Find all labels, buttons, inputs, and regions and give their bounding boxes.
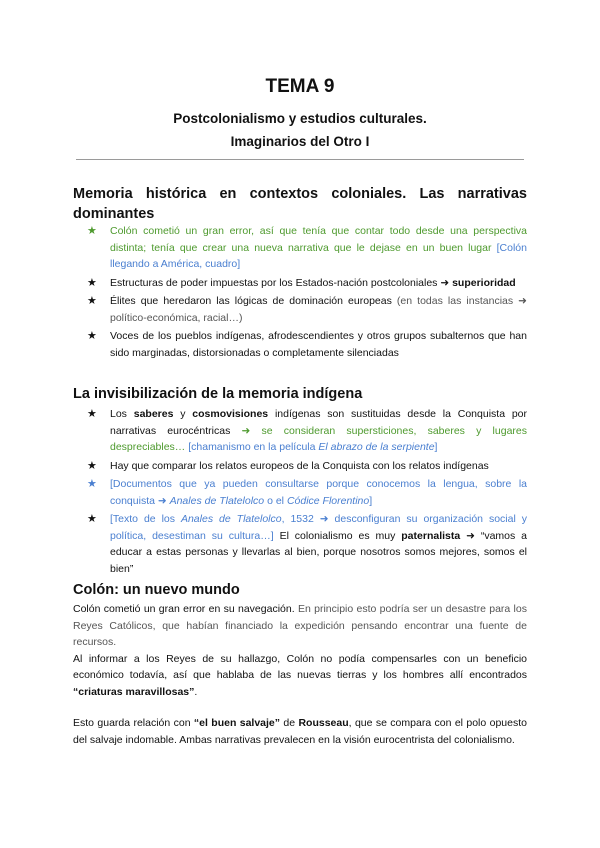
note-italic: El abrazo de la serpiente bbox=[318, 441, 435, 453]
star-bullet-icon: ★ bbox=[87, 225, 97, 237]
paragraph-text: , que se compara con el polo opuesto del salvaje indomable. Ambas narrativas prevalecen en la visión eurocentrista del colonialismo. bbox=[73, 717, 527, 746]
list-item-italic: Códice Florentino bbox=[286, 494, 370, 507]
star-bullet-icon: ★ bbox=[87, 459, 97, 472]
list-item bbox=[73, 328, 527, 361]
star-bullet-icon: ★ bbox=[87, 295, 97, 307]
list-item-text: Hay que comparar los relatos europeos de la Conquista con los relatos indígenas bbox=[110, 459, 489, 472]
star-bullet-icon: ★ bbox=[87, 276, 97, 289]
list-item-note: [Colón llegando a América, cuadro] bbox=[110, 241, 527, 270]
note-end: ] bbox=[434, 441, 438, 453]
subtitle-line-2: Imaginarios del Otro I bbox=[230, 134, 370, 149]
paragraph-text: Colón cometió un gran error en su navegación. bbox=[73, 603, 295, 615]
list-item-text: Élites que heredaron las lógicas de dominación europeas bbox=[110, 295, 392, 307]
list-item bbox=[73, 293, 527, 326]
list-item-italic: Anales de Tlatelolco bbox=[169, 494, 265, 507]
paragraph-bold: Rousseau bbox=[298, 717, 349, 729]
list-item-bold: cosmovisiones bbox=[192, 408, 269, 420]
note-italic: Anales de Tlatelolco bbox=[180, 513, 282, 525]
section-heading-colon: Colón: un nuevo mundo bbox=[73, 582, 240, 598]
paragraph-text-gray: En principio esto podría ser un desastre para los Reyes Católicos, que habían financiado la expedición pensando encontrar una fuente de recursos. bbox=[73, 603, 527, 648]
list-item-note: (en todas las instancias ➜ político-económica, racial…) bbox=[110, 295, 527, 324]
note-text: , 1532 ➜ desconfiguran su organización social y política, desestiman su cultura…] bbox=[110, 513, 527, 542]
star-bullet-icon: ★ bbox=[87, 408, 97, 420]
list-item bbox=[73, 458, 527, 475]
section-heading-invisibilizacion: La invisibilización de la memoria indígena bbox=[73, 386, 363, 402]
list-item-note: ➜ se consideran supersticiones, saberes y lugares despreciables… bbox=[110, 424, 527, 453]
list-item-text: [Documentos que ya pueden consultarse porque conocemos la lengua, sobre la conquista ➜ bbox=[110, 478, 527, 507]
paragraph-bold: “el buen salvaje” bbox=[193, 717, 281, 729]
section-list-memoria bbox=[73, 223, 527, 363]
page-subtitle bbox=[0, 107, 600, 153]
paragraph-text: Esto guarda relación con bbox=[73, 717, 191, 729]
section-heading-memoria: Memoria histórica en contextos coloniales. Las narrativas dominantes bbox=[73, 186, 527, 222]
paragraph-colon-2 bbox=[73, 715, 527, 748]
list-item-note bbox=[188, 441, 437, 453]
subtitle-line-1: Postcolonialismo y estudios culturales. bbox=[173, 111, 427, 126]
list-item-bold: superioridad bbox=[452, 276, 516, 289]
note-text: [chamanismo en la película bbox=[188, 441, 316, 453]
list-item bbox=[73, 406, 527, 456]
list-item-text: Voces de los pueblos indígenas, afrodescendientes y otros grupos subalternos que han sido marginadas, distorsionadas o completamente silenciadas bbox=[110, 330, 527, 359]
list-item bbox=[73, 275, 527, 292]
list-item-text: ] bbox=[369, 494, 373, 507]
list-item-text: ➜ “vamos a educar a estas personas y llevarlas al bien, porque nosotros somos mejores, somos el bien” bbox=[110, 529, 528, 575]
list-item-text: indígenas son sustituidas desde la Conquista por narrativas eurocéntricas bbox=[110, 408, 528, 437]
list-item bbox=[73, 223, 527, 273]
list-item-text: El colonialismo es muy bbox=[279, 529, 396, 542]
paragraph-text: . bbox=[194, 685, 198, 698]
list-item-bold: paternalista bbox=[401, 529, 461, 542]
list-item bbox=[73, 511, 527, 577]
list-item-text: Estructuras de poder impuestas por los Estados-nación postcoloniales ➜ bbox=[110, 276, 450, 289]
list-item-text: o el bbox=[267, 494, 285, 507]
list-item-text: Colón cometió un gran error, así que tenía que contar todo desde una perspectiva distinta; tenía que crear una nueva narrativa que le dejase en un buen lugar bbox=[110, 225, 527, 254]
paragraph-colon-1 bbox=[73, 601, 527, 700]
star-bullet-icon: ★ bbox=[87, 330, 97, 342]
section-list-invisibilizacion bbox=[73, 406, 527, 579]
star-bullet-icon: ★ bbox=[87, 478, 97, 490]
list-item-text: y bbox=[180, 408, 186, 420]
title-divider bbox=[76, 159, 524, 160]
page-title: TEMA 9 bbox=[265, 76, 335, 97]
paragraph-text: de bbox=[283, 717, 296, 729]
paragraph-bold: “criaturas maravillosas” bbox=[73, 685, 195, 698]
note-text: [Texto de los bbox=[110, 513, 176, 525]
list-item-bold: saberes bbox=[133, 408, 174, 420]
list-item-text: Los bbox=[110, 408, 127, 420]
list-item bbox=[73, 476, 527, 509]
star-bullet-icon: ★ bbox=[87, 513, 97, 525]
paragraph-text: Al informar a los Reyes de su hallazgo, Colón no podía compensarles con un beneficio económico todavía, así que hablaba de las nuevas tierras y los hombres allí encontrados bbox=[73, 652, 527, 681]
